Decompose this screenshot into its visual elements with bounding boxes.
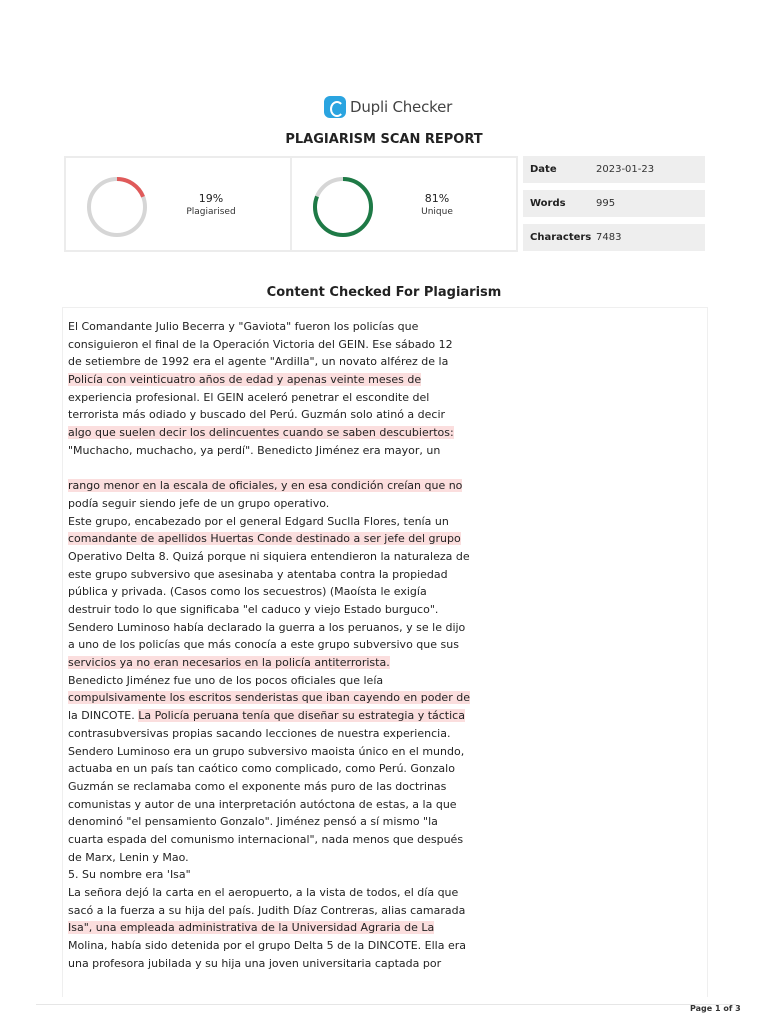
content-text: actuaba en un país tan caótico como complicado, como Perú. Gonzalo — [68, 762, 455, 776]
content-text: de Marx, Lenin y Mao. — [68, 850, 189, 864]
meta-date-value: 2023-01-23 — [596, 164, 655, 175]
plagiarised-text: rango menor en la escala de oficiales, y en esa condición creían que no — [68, 479, 463, 493]
unique-donut-chart — [312, 176, 374, 238]
plagiarised-text: La Policía peruana tenía que diseñar su estrategia y táctica — [138, 709, 465, 723]
content-text: Este grupo, encabezado por el general Edgard Suclla Flores, tenía un — [68, 514, 449, 528]
plagiarised-donut-chart — [86, 176, 148, 238]
content-line — [68, 530, 461, 548]
plagiarised-stat — [66, 158, 290, 250]
content-text: comunistas y autor de una interpretación autóctona de estas, a la que — [68, 797, 457, 811]
plagiarised-text: compulsivamente los escritos senderistas que iban cayendo en poder de — [68, 691, 470, 705]
content-line — [68, 866, 458, 884]
content-line — [68, 548, 470, 566]
brand-logo — [324, 96, 452, 118]
unique-percent: 81% — [424, 192, 450, 205]
content-line — [68, 442, 458, 460]
meta-row-date — [523, 156, 705, 183]
content-text: Ella era — [421, 939, 466, 953]
footer-divider — [36, 1004, 736, 1005]
content-text: de setiembre de 1992 era el agente "Ardilla", un novato alférez de la — [68, 355, 449, 369]
content-line — [68, 796, 458, 814]
content-text: este grupo subversivo que asesinaba y atentaba contra la propiedad — [68, 567, 448, 581]
meta-row-characters — [523, 224, 705, 251]
content-line — [68, 460, 458, 478]
content-text: destruir todo lo que significaba "el caduco y viejo Estado burguco". — [68, 603, 439, 616]
content-text: consiguieron el final de la Operación Victoria del GEIN. Ese sábado 12 — [68, 337, 453, 351]
content-text: Molina, había sido detenida por el grupo Delta 5 de la DINCOTE. — [68, 939, 422, 953]
content-text: terrorista más odiado y buscado del Perú. Guzmán solo atinó a decir — [68, 408, 446, 422]
content-line — [68, 371, 458, 389]
content-line — [68, 353, 458, 371]
meta-characters-value: 7483 — [596, 232, 622, 243]
meta-row-words — [523, 190, 705, 217]
content-text: pública y privada. (Casos como los secuestros) (Maoísta le exigía — [68, 585, 427, 599]
plagiarised-text: servicios ya no eran necesarios en la policía antiterrorista. — [68, 656, 390, 670]
content-text: contrasubversivas propias sacando lecciones de nuestra experiencia. — [68, 726, 451, 740]
content-line — [68, 919, 458, 937]
meta-words-label: Words — [530, 198, 566, 209]
content-line — [68, 707, 465, 725]
content-text: El Comandante Julio Becerra y "Gaviota" fueron los policías que — [68, 320, 419, 333]
meta-words-value: 995 — [596, 198, 616, 209]
content-line — [68, 583, 458, 601]
content-text: podía seguir siendo jefe de un grupo operativo. — [68, 496, 330, 510]
content-line — [68, 654, 458, 672]
content-text: la DINCOTE. — [68, 709, 139, 723]
content-line — [68, 831, 464, 849]
content-line — [68, 601, 458, 619]
content-text: una profesora jubilada y su hija una joven universitaria captada por — [68, 956, 442, 970]
content-line — [68, 336, 458, 354]
content-text: Benedicto Jiménez fue uno de los pocos oficiales que leía — [68, 673, 384, 687]
content-line — [68, 778, 458, 796]
content-line — [68, 389, 458, 407]
content-line — [68, 902, 466, 920]
checked-content — [68, 318, 470, 972]
plagiarised-percent: 19% — [198, 192, 224, 205]
content-text: Operativo Delta 8. Quizá porque ni siquiera entendieron la naturaleza de — [68, 549, 470, 563]
report-meta-table — [523, 156, 705, 258]
brand-name: Dupli Checker — [350, 98, 453, 116]
content-line — [68, 636, 458, 654]
content-text: 5. Su nombre era 'Isa" — [68, 868, 191, 882]
content-line — [68, 937, 466, 955]
plagiarised-text: Policía con veinticuatro años de edad y apenas veinte meses de — [68, 373, 422, 387]
content-text: sacó a la fuerza a su hija del país. Judith Díaz Contreras, alias camarada — [68, 903, 466, 917]
content-line — [68, 477, 463, 495]
content-line — [68, 743, 465, 761]
content-line — [68, 406, 458, 424]
content-text: Guzmán se reclamaba como el exponente más puro de las doctrinas — [68, 779, 447, 793]
content-line — [68, 725, 458, 743]
report-title: PLAGIARISM SCAN REPORT — [285, 132, 483, 147]
content-text: Sendero Luminoso había declarado la guerra a los peruanos, y se le dijo — [68, 620, 466, 634]
content-line — [68, 318, 458, 336]
plagiarised-label: Plagiarised — [186, 207, 236, 217]
content-line — [68, 689, 470, 707]
content-line — [68, 513, 458, 531]
content-line — [68, 566, 458, 584]
dupli-checker-logo-icon — [324, 96, 346, 118]
content-text: cuarta espada del comunismo internacional", nada menos que después — [68, 832, 464, 846]
content-line — [68, 619, 466, 637]
content-line — [68, 424, 458, 442]
stats-card — [64, 156, 518, 252]
content-line — [68, 849, 458, 867]
plagiarised-text: comandante de apellidos Huertas Conde destinado a ser jefe del grupo — [68, 532, 461, 546]
content-line — [68, 672, 458, 690]
meta-characters-label: Characters — [530, 232, 592, 243]
content-text: a uno de los policías que más conocía a este grupo subversivo que sus — [68, 638, 459, 652]
content-text: Sendero Luminoso era un grupo subversivo maoista único en el mundo, — [68, 744, 465, 758]
content-section-title: Content Checked For Plagiarism — [266, 285, 502, 300]
plagiarised-text: Isa", una empleada administrativa de la Universidad Agraria de La — [68, 921, 435, 935]
unique-stat — [290, 158, 516, 250]
content-text: experiencia profesional. El GEIN aceleró penetrar el escondite del — [68, 390, 430, 404]
unique-label: Unique — [421, 207, 453, 217]
meta-date-label: Date — [530, 164, 557, 175]
content-text: denominó "el pensamiento Gonzalo". Jiménez pensó a sí mismo "la — [68, 815, 438, 829]
plagiarised-text: algo que suelen decir los delincuentes cuando se saben descubiertos: — [68, 426, 454, 440]
content-line — [68, 955, 458, 973]
content-line — [68, 813, 458, 831]
content-text: La señora dejó la carta en el aeropuerto, a la vista de todos, el día que — [68, 886, 459, 899]
page-number: Page 1 of 3 — [690, 1004, 741, 1013]
content-line — [68, 760, 458, 778]
content-line — [68, 495, 458, 513]
content-text: "Muchacho, muchacho, ya perdí". Benedicto Jiménez era mayor, un — [68, 443, 441, 457]
content-line — [68, 884, 458, 902]
